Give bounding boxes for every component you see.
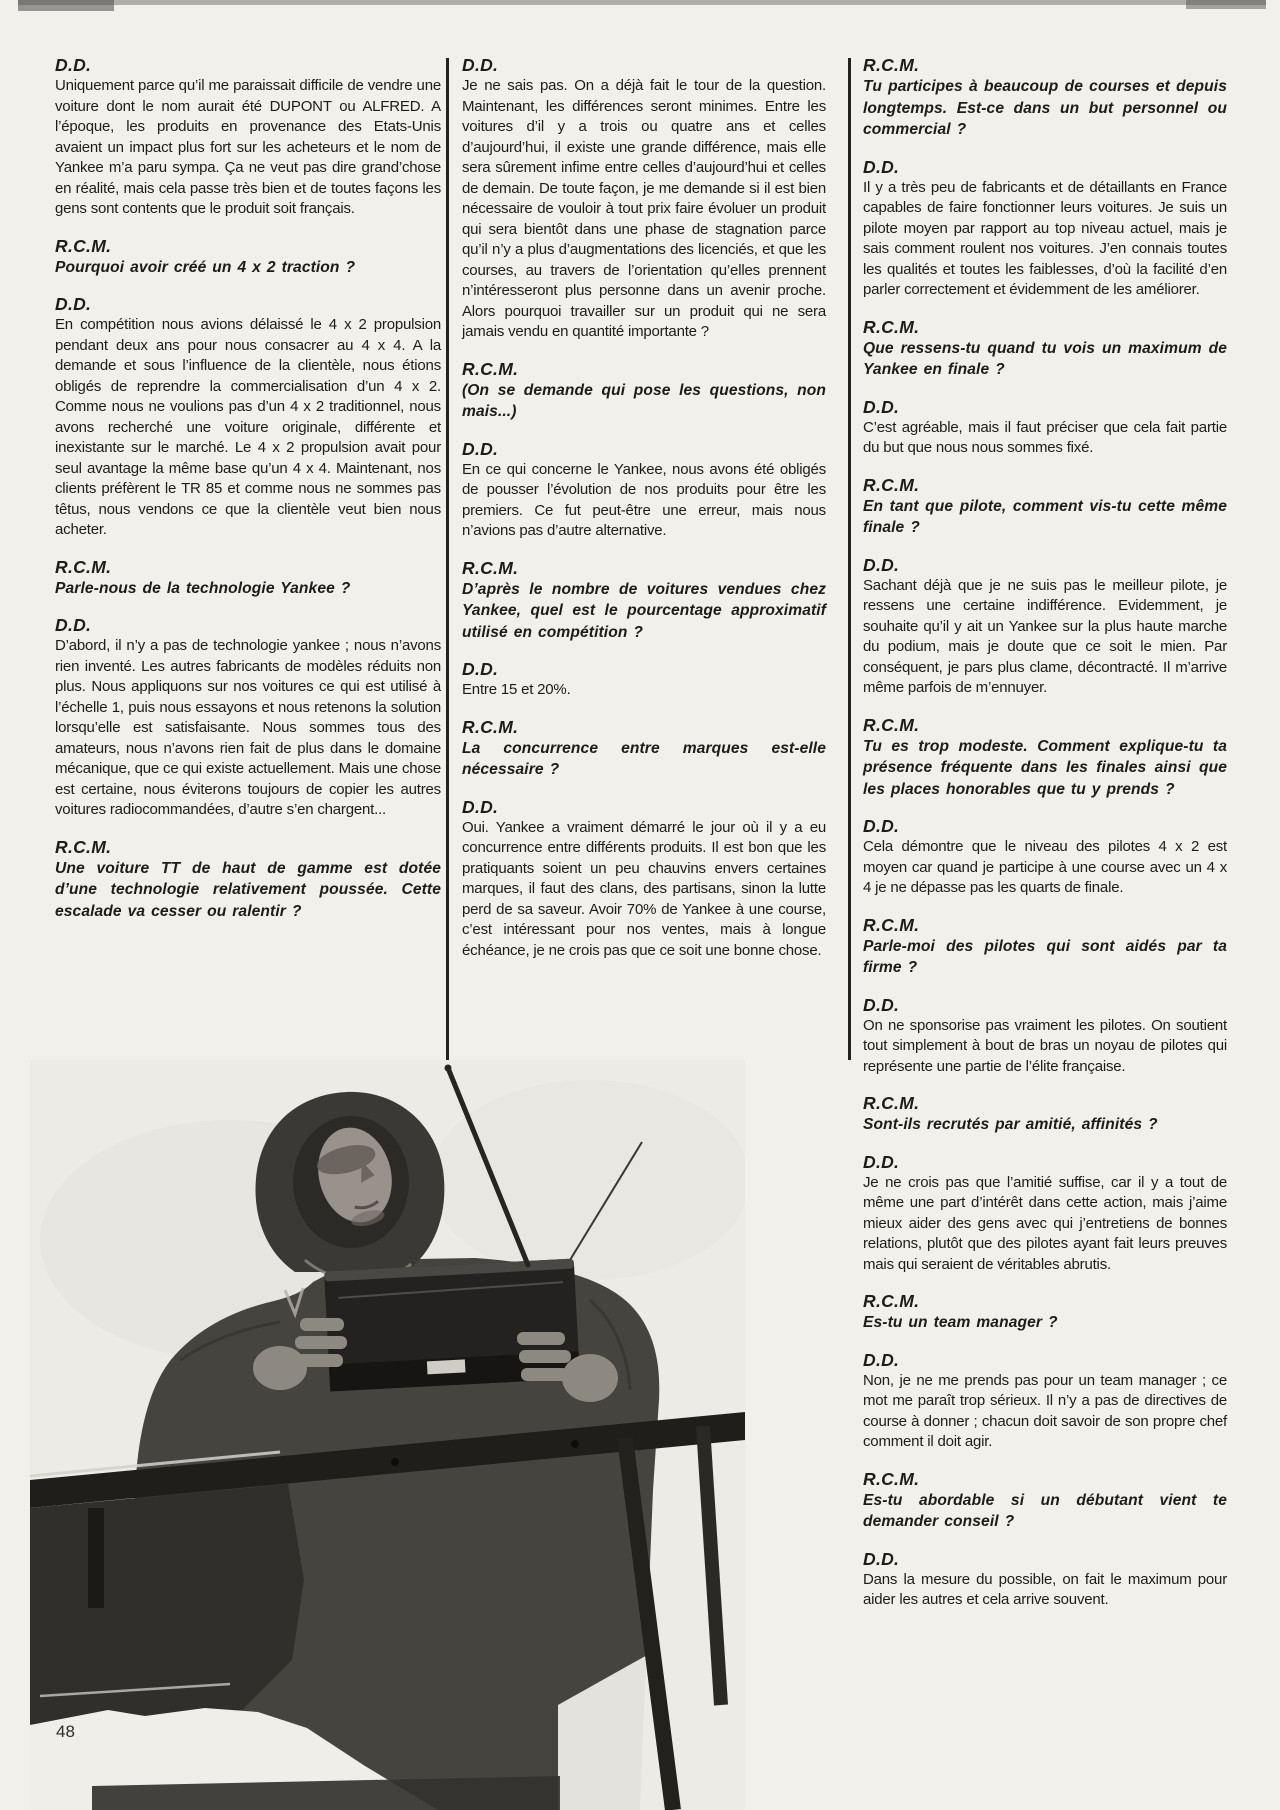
interview-block — [462, 716, 826, 781]
answer-text: Oui. Yankee a vraiment démarré le jour où il y a eu concurrence entre différents produits. Il est bon que les pratiquants soient un peu chauvins envers certaines marques, il faut des clans, des partisans, sinon la lutte perd de sa saveur. Avoir 70% de Yankee à une course, c’est intéressant pour nos ventes, mais à longue échéance, je ne crois pas que ce soit une bonne chose. — [462, 818, 826, 959]
column-divider-rule — [848, 58, 851, 1060]
speaker-label: R.C.M. — [462, 358, 519, 379]
speaker-label: D.D. — [55, 55, 92, 75]
speaker-label: D.D. — [863, 554, 900, 575]
speaker-label: D.D. — [863, 396, 900, 417]
interview-block — [462, 796, 826, 962]
speaker-label: R.C.M. — [863, 714, 920, 735]
scan-artifact-smudge — [1186, 0, 1266, 9]
question-text: (On se demande qui pose les questions, non mais...) — [462, 381, 826, 420]
answer-text: Je ne sais pas. On a déjà fait le tour de la question. Maintenant, les différences seront minimes. Entre les voitures d’il y a trois ou quatre ans et celles d’aujourd’hui, il existe une grande différence, mais elle sera sûrement infime entre celles d’aujourd’hui et celles de demain. De toute façon, je me demande si il est bien nécessaire de vouloir à tout prix faire évoluer un produit qui sera bientôt dans une phase de stagnation parce qu’il n’y a plus d’augmentations des licenciés, et que les courses, au travers de l’orientation qu’elles prennent n’intéresseront plus personne dans un avenir proche. Alors pourquoi travailler sur un produit qui ne sera jamais vendu en quantité importante ? — [462, 77, 826, 340]
interview-column-1 — [55, 54, 441, 937]
interview-block — [55, 54, 441, 220]
question-text: Parle-moi des pilotes qui sont aidés par ta firme ? — [863, 937, 1227, 976]
interview-block — [863, 1349, 1227, 1453]
speaker-label: D.D. — [863, 816, 900, 836]
answer-text: Entre 15 et 20%. — [462, 681, 571, 698]
interview-block — [863, 815, 1227, 899]
speaker-label: R.C.M. — [462, 716, 519, 737]
interview-block — [863, 156, 1227, 301]
answer-text: On ne sponsorise pas vraiment les pilotes. On soutient tout simplement à bout de bras un noyau de pilotes qui représente une partie de l’élite française. — [863, 1016, 1227, 1075]
speaker-label: D.D. — [863, 994, 900, 1015]
interview-column-3 — [863, 54, 1227, 1626]
answer-text: En ce qui concerne le Yankee, nous avons été obligés de pousser l’évolution de nos produits pour être les premiers. Ce fut peut-être une erreur, mais nous n’avions pas d’autre alternative. — [462, 460, 826, 539]
interview-block — [863, 1151, 1227, 1276]
photo-rc-pilot — [30, 1060, 745, 1810]
question-text: Tu es trop modeste. Comment explique-tu ta présence fréquente dans les finales ainsi que les places honorables que tu y prends ? — [863, 737, 1227, 798]
speaker-label: R.C.M. — [55, 836, 112, 857]
interview-block — [863, 396, 1227, 459]
answer-text: Sachant déjà que je ne suis pas le meilleur pilote, je ressens une certaine indifférence. Evidemment, je souhaite qu’il y ait un Yankee sur la plus haute marche du podium, mais je doute que ce soit le mien. Par conséquent, je pars plus clame, décontracté. Il m’arrive même parfois de m’ennuyer. — [863, 576, 1227, 696]
interview-block — [55, 556, 441, 600]
speaker-label: R.C.M. — [863, 1291, 920, 1311]
speaker-label: R.C.M. — [863, 474, 920, 495]
answer-text: Il y a très peu de fabricants et de détaillants en France capables de faire fonctionner leurs voitures. Je suis un pilote moyen par rapport au top niveau actuel, mais je sais comment roulent nos voitures. J’en connais toutes les qualités et toutes les faiblesses, d’où la facilité d’en parler correctement et évidemment de les améliorer. — [863, 178, 1227, 298]
interview-block — [863, 714, 1227, 801]
speaker-label: R.C.M. — [863, 1468, 920, 1489]
interview-block — [462, 557, 826, 644]
interview-block — [863, 316, 1227, 381]
answer-text: En compétition nous avions délaissé le 4 x 2 propulsion pendant deux ans pour nous consacrer au 4 x 4. A la demande et sous l’influence de la clientèle, nous étions obligés de reprendre la commercialisation d’un 4 x 2. Comme nous ne voulions pas d’un 4 x 2 traditionnel, nous avons recherché une voiture originale, différente et inexistante sur le marché. Le 4 x 2 propulsion avait pour seul avantage la même base qu’un 4 x 4. Maintenant, nos clients préfèrent le TR 85 et comme nous ne sommes pas têtus, nous vendons ce que la clientèle veut bien nous acheter. — [55, 316, 441, 538]
interview-block — [55, 836, 441, 923]
question-text: La concurrence entre marques est-elle nécessaire ? — [462, 739, 826, 778]
interview-block — [863, 474, 1227, 539]
speaker-label: D.D. — [55, 615, 92, 635]
interview-block — [863, 914, 1227, 979]
question-text: Sont-ils recrutés par amitié, affinités ? — [863, 1116, 1158, 1133]
question-text: Une voiture TT de haut de gamme est dotée d’une technologie relativement poussée. Cette escalade va cesser ou ralentir ? — [55, 859, 441, 920]
question-text: Parle-nous de la technologie Yankee ? — [55, 579, 351, 597]
speaker-label: D.D. — [462, 438, 499, 459]
speaker-label: R.C.M. — [462, 557, 519, 578]
question-text: Tu participes à beaucoup de courses et depuis longtemps. Est-ce dans un but personnel ou commercial ? — [863, 78, 1227, 138]
interview-block — [863, 54, 1227, 141]
speaker-label: D.D. — [462, 659, 499, 679]
interview-block — [462, 54, 826, 343]
speaker-label: D.D. — [863, 1349, 900, 1370]
question-text: Es-tu abordable si un débutant vient te demander conseil ? — [863, 1491, 1227, 1530]
interview-block — [863, 1290, 1227, 1334]
speaker-label: D.D. — [462, 796, 499, 817]
interview-block — [863, 1092, 1227, 1136]
speaker-label: R.C.M. — [55, 235, 112, 256]
question-text: Pourquoi avoir créé un 4 x 2 traction ? — [55, 258, 356, 276]
interview-column-2 — [462, 54, 826, 976]
scan-artifact-top — [18, 0, 1266, 5]
interview-block — [55, 614, 441, 821]
interview-block — [55, 235, 441, 279]
answer-text: C’est agréable, mais il faut préciser que cela fait partie du but que nous nous sommes fixé. — [863, 418, 1227, 456]
question-text: En tant que pilote, comment vis-tu cette même finale ? — [863, 497, 1227, 536]
speaker-label: D.D. — [863, 1151, 900, 1172]
interview-block — [55, 293, 441, 541]
photo-illustration — [30, 1060, 745, 1810]
speaker-label: D.D. — [462, 55, 499, 75]
question-text: D’après le nombre de voitures vendues chez Yankee, quel est le pourcentage approximatif utilisé en compétition ? — [462, 580, 826, 641]
question-text: Que ressens-tu quand tu vois un maximum de Yankee en finale ? — [863, 339, 1227, 378]
page-number: 48 — [56, 1722, 75, 1741]
question-text: Es-tu un team manager ? — [863, 1314, 1058, 1331]
transmitter-label — [427, 1359, 466, 1374]
answer-text: Cela démontre que le niveau des pilotes 4 x 2 est moyen car quand je participe à une course avec un 4 x 4 je ne dépasse pas les quarts de finale. — [863, 838, 1227, 896]
scan-artifact-smudge — [18, 0, 114, 11]
speaker-label: R.C.M. — [863, 316, 920, 337]
answer-text: Je ne crois pas que l’amitié suffise, car il y a tout de même une part d’intérêt dans cette action, mais j’aime mieux aider des gens avec qui j’entretiens de bonnes relations, plutôt que des pilotes ayant fait leurs preuves mais qui seraient de véritables abrutis. — [863, 1173, 1227, 1273]
speaker-label: D.D. — [863, 156, 900, 177]
speaker-label: R.C.M. — [55, 556, 112, 577]
speaker-label: R.C.M. — [863, 55, 920, 75]
column-divider-rule — [446, 58, 449, 1060]
speaker-label: R.C.M. — [863, 1093, 920, 1113]
interview-block — [462, 438, 826, 542]
answer-text: Uniquement parce qu’il me paraissait difficile de vendre une voiture dont le nom aurait été DUPONT ou ALFRED. A l’époque, les produits en provenance des Etats-Unis avaient un impact plus fort sur les acheteurs et le nom de Yankee m’a paru sympa. Ça ne veut pas dire grand’chose en réalité, mais cela passe très bien et de toutes façons les gens sont contents que le produit soit français. — [55, 77, 441, 217]
interview-block — [863, 994, 1227, 1078]
speaker-label: D.D. — [863, 1548, 900, 1569]
answer-text: D’abord, il n’y a pas de technologie yankee ; nous n’avons rien inventé. Les autres fabricants de modèles réduits non plus. Nous appliquons sur nos voitures ce qui est utilisé à l’échelle 1, puis nous essayons et nous retenons la solution lorsqu’elle est satisfaisante. Nous sommes tous des amateurs, nous n’avons rien fait de plus dans le domaine mécanique, que ce qui existe actuellement. Mais une chose est certaine, nous éviterons toujours de copier les autres voitures radiocommandées, d’autre s’en chargent... — [55, 637, 441, 818]
speaker-label: D.D. — [55, 294, 92, 314]
interview-block — [863, 1548, 1227, 1611]
interview-block — [863, 554, 1227, 699]
answer-text: Dans la mesure du possible, on fait le maximum pour aider les autres et cela arrive souvent. — [863, 1570, 1227, 1608]
interview-block — [462, 358, 826, 423]
interview-block — [863, 1468, 1227, 1533]
interview-block — [462, 658, 826, 701]
speaker-label: R.C.M. — [863, 914, 920, 935]
answer-text: Non, je ne me prends pas pour un team manager ; ce mot me paraît trop sérieux. Il n’y a pas de directives de course à donner ; chacun doit savoir de son propre chef comment il doit agir. — [863, 1371, 1227, 1450]
